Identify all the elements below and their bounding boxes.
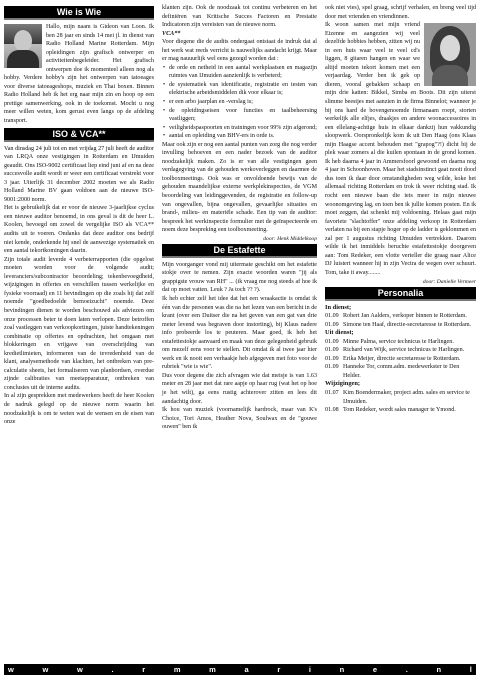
list-item: • de orde en netheid in een aantal werkplaatsen en magazijn ruimtes van IJmuiden aanzienlijk is verbeterd;: [162, 64, 317, 81]
list-item: [325, 363, 476, 380]
list-item: • veiligheidspaspoorten en trainingen voor 99% zijn afgerond;: [162, 124, 317, 133]
estafette-paragraph-4: Ik hou van muziek (voornamelijk hardrock, maar van K's Choice, Tori Amos, Heather Nova, Soulwax en de "gouwe ouwen" ben ik: [162, 407, 317, 431]
iso-paragraph-1: Van dinsdag 24 juli tot en met vrijdag 27 juli heeft de auditor van LRQA onze vestigingen in Rotterdam en IJmuiden geaudit. Ons ISO-9002 certificaat liep eind juni af en na deze succesvolle audit wordt er weer een certificaat verstrekt voor 3 jaar. Uiterlijk 31 december 2002 moeten we als Radio Holland Marine BV gaan voldoen aan de nieuwe ISO-9001:2000 norm.: [4, 145, 154, 203]
footer-letter: .: [405, 665, 408, 674]
footer-letter: w: [77, 665, 83, 674]
footer-letter: l: [469, 665, 472, 674]
list-item: • de opleidingseisen voor functies en taalbeheersing vastliggen;: [162, 107, 317, 124]
list-item: [325, 389, 476, 406]
entry: Erika Meijer, directie secretaresse te Rotterdam.: [343, 355, 461, 362]
footer-letter: r: [142, 665, 146, 674]
footer-letter: w: [42, 665, 49, 674]
footer-letter: n: [339, 665, 345, 674]
column-right: [325, 4, 476, 415]
footer-letter: r: [277, 665, 281, 674]
iso-paragraph-3: Zijn totale audit leverde 4 verbeterrapporten (die opgelost moeten worden voor de volgende audit; leveranciers/subcontractor beoordeling; tekenbevoegdheid, wijzigingen in offertes en verschillen tussen werkelijke en fysieke voorraad) en 11 bevindingen op die zoals hij dat zelf noemde "goedbedoelde bemoeizucht" noemde. Deze bevindingen dienen te worden beschouwd als adviezen om onze processen beter te doen laten verlopen. Deze betroffen zoal vastleggen van verkoopkortingen, juiste handtekeningen combinatie op offertes en opdrachten, het omgaan met blokkeringen en vrijgave van overschrijding van kredietlimieten, informeren van de tevredenheid van de klant, analysemethode van klachten, het ontbreken van pre-calculatie sheets, het formaliseren van planbordsen, overdue zijnde calibraties van meetapparatuur, ontbreken van conclusies uit de interne audits.: [4, 256, 154, 391]
date: 01.09: [325, 347, 339, 354]
wijzigingen-heading: Wijzigingen;: [325, 380, 361, 388]
portrait-photo-danielle: [424, 23, 476, 86]
vca-intro: Voor diegene die de audits ondergaat ontstaat de indruk dat al het werk wat reeds verricht is nauwelijks aandacht krijgt. Maar er mag nauuurlijk wel eens gezegd worden dat :: [162, 39, 317, 63]
vca-subheading: VCA**: [162, 30, 181, 37]
iso-continuation: klanten zijn. Ook de noodzaak tot continu verbeteren en het definiëren van Kritische Succes Factoren en Prestatie Indicatoren zijn vereisten van de nieuwe norm.: [162, 5, 317, 29]
section-header-estafette: De Estafette: [162, 244, 317, 258]
section-header-wie-is-wie: Wie is Wie: [4, 6, 154, 20]
list-item: [325, 355, 476, 364]
column-left: [4, 4, 154, 427]
list-item: [325, 406, 476, 415]
list-item: [325, 321, 476, 330]
list-item: [325, 312, 476, 321]
date: 01.09: [325, 338, 339, 345]
entry: Simone ten Haaf, directie-secretaresse te Rotterdam.: [343, 321, 472, 328]
author-credit-henk: door: Henk Middelkoop: [263, 235, 317, 242]
author-credit-danielle: door: Danielle Vermeer: [422, 278, 476, 285]
footer-letter: i: [308, 665, 311, 674]
list-item: [325, 346, 476, 355]
list-item: • aantal en opleiding van BHV-ers in orde is.: [162, 132, 317, 141]
footer-website-bar: [4, 664, 476, 675]
portrait-photo-gideon: [4, 24, 42, 68]
date: 01.09: [325, 355, 339, 362]
section-header-personalia: Personalia: [325, 287, 476, 301]
vca-paragraph-2: Maar ook zijn er nog een aantal punten van zorg die nog verder invulling behoeven en een nader bezoek van de auditor noodzakelijk maken. Zo is er van alle vestigingen geen verdagegving van de gehouden werkoverleggen en daarmee de toolboxmeetings. Ook was er onvoldoende bewijs van de gehouden maandelijkse externe werkplekinspecties, de VGM beoordeling van leidinggevenden, de registratie en follow-up van ongevallen, bijna ongevallen, gevaarlijke situaties en brand-, milieu- en materiële schade. Een tip van de auditor: bespreek het werkinspectie formulier met de geïnspecteerde en noem deze bespreking een toolboxmeeting.: [162, 141, 317, 234]
list-item: [325, 338, 476, 347]
date: 01.09: [325, 321, 339, 328]
wie-is-wie-text: Hallo, mijn naam is Gideon van Loon. Ik ben 28 jaar en sinds 14 mei jl. in dienst van Radio Holland Marine Rotterdam. Mijn opleidingen zijn grafisch ontwerper en activiteitenbegeleider. Het grafisch ontwerpen doe ik momenteel alleen nog als hobby. Verdere hobby's zijn het ontwerpen van tatoeages voor diverse tatoeageshops, muziek en Thai boxen. Binnen Radio Holland heb ik het erg naar mijn zin en hoop op een prettige samenwerking, ook in de toekomst. Mocht u nog meer willen weten, kom gerust even langs op de afdeling transport.: [4, 24, 154, 125]
vca-bullet-list: [162, 64, 317, 141]
estafette-continuation: ook niet vies), spel graag, schrijf verhalen, en breng veel tijd door met vrienden en vriendinnen.: [325, 5, 476, 20]
footer-letter: .: [111, 665, 114, 674]
footer-letter: w: [8, 665, 14, 674]
estafette-paragraph-3: Dus voor degene die zich afvragen wie dat meisje is van 1.63 meter en 28 jaar met dat rare aapje op haar rug (wat het op hoe je het wilt), ga eens rustig achterover zitten en lees dit aandachtig door.: [162, 372, 317, 405]
date: 01.08: [325, 407, 339, 414]
list-item: • er een arbo jaarplan en -verslag is;: [162, 98, 317, 107]
entry: Robert Jan Aalders, verkoper binnen te Rotterdam.: [343, 313, 467, 320]
entry: Minne Palma, service technicus te Harlingen.: [343, 338, 454, 345]
date: 01.09: [325, 364, 339, 371]
list-item: • de systematiek van identificatie, registratie en testen van elektrische arbeidsmiddelen dik voor elkaar is;: [162, 81, 317, 98]
uit-dienst-heading: Uit dienst;: [325, 329, 354, 337]
date: 01.09: [325, 313, 339, 320]
footer-letter: m: [173, 665, 181, 674]
estafette-paragraph-5-text: Ik woon samen met mijn vriend Eizenne en aangezien wij veel dezelfde hobbies hebben, zitten wij nu in een huis waar veel te veel cd's liggen, 8 gitaren hangen en waar we altijd moeten tekort komen met een verjaardag. Verder ben ik gek op dieren, vooral gebakken schaap en mijn drie katten: Bikkel, Simba en Boots. Dit zijn uiterst slimme beestjes met aanzien in de firma Binnelot; wanneer je bij ons hard de bovengenoemde firmanaam roept, storten werkelijk alle elfjes, draakjes en andere woonaccessoires in een ellelang-achtige huis in elkaar dankzij hun vakkundig sloopwerk. Oorspronkelijk kom ik uit Den Haag (ons Klaas mijn Haagse accent behouden met "grapog"?!) dicht bij de plek waar zomers al die kuilen spontaan in de grond komen. Ik heb daarna 4 jaar in Ammersfoorl gewoond en daarna nog 4 jaar in Schoonhoven. Maar het stadsinstinct gaat nooit dood dus toen ik daar door omstandigheden weg wilde, koke het allemaal richting Rotterdam en trok ik weer richting stad. Ik rocht een nieuwe baan die iets meer in mijn nieuwe woonomgeving lag, en toen ben ik jullie komen posten. En ik moet zeggen, dat schenkt mij voldoening. Helaas gaat mijn favoriete "slachtoffer" onze afdeling verkoop in Rotterdam verlaten na bij een stapje hoger op de ladder is geklommen en zal per 1 augustus richting IJmuiden vertrekken. Daarom wilde ik het inmiddels beruchte estafettestokje doorgeven aan: Tom Redeker, een vlotte verteller die graag naar Alice DJ luistert wanneer hij in zijn Vectra de wegen over schuurt. Tom, take it away........: [325, 22, 476, 276]
estafette-paragraph-5: [325, 21, 476, 277]
entry: Tom Redeker, wordt sales manager te Ymond.: [343, 407, 456, 414]
date: 01.07: [325, 389, 339, 396]
in-dienst-heading: In dienst;: [325, 303, 352, 311]
iso-paragraph-2: Het is gebruikelijk dat er voor de nieuwe 3-jaarlijkse cyclus een nieuwe auditor benoemd, in ons geval is dit de heer L. Koolen, bevoegd om zowel de vergelijke ISO als VCA** audits uit te voeren. Ondanks dat deze auditor ons bedrijf niet kende, onderkende hij snel de aanwezige systematiek en een aantal tekortkomingen daarin.: [4, 205, 154, 255]
estafette-paragraph-1: Mijn voorganger vond mij uitermate geschikt om het estafette stokje over te nemen. Zijn exacte woorden waren "jij als grappigste vrouw van RH" ... (ik vraag me nog steeds af hoe ik dat op moet vatten. Leuk ? Ja toch ?? ?).: [162, 261, 317, 294]
footer-letter: n: [436, 665, 442, 674]
entry: Hanneke Tor, comm.adm. medewerkster te Den Helder.: [343, 364, 460, 379]
footer-letter: a: [244, 665, 249, 674]
section-header-iso-vca: ISO & VCA**: [4, 128, 154, 142]
entry: Richard van Wijk, service technicus te Harlingen.: [343, 347, 465, 354]
footer-letter: e: [372, 665, 378, 674]
estafette-paragraph-2: Ik heb echter zelf het idee dat het een wraakactie is omdat ik één van die personen was die na het lezen van een bericht in de krant (over een Duitser die na het geven van een gat van drie meter levend was begraven door instorting), bij Klaus nadere info probeerde los te peuteren. Maar goed, ik heb het estafettestokje aanvaard en maak van deze gelegenheid gebruik om mezelf eens voor te stellen. Dit omdat ik al twee jaar hier werk en ik nooit een verhaakje heb afgegeven met foto voor de rubriek "wie is wie".: [162, 295, 317, 371]
entry: Kim Boendermaker, project adm. sales en service te IJmuiden.: [343, 389, 470, 405]
iso-paragraph-4: In al zijn gesprekken met medewerkers heeft de heer Koolen de nadruk gelegd op de nieuwe norm waarin het noodzakelijk is om te weten wat de wensen en de eisen van onze: [4, 393, 154, 426]
column-middle: [162, 4, 317, 432]
footer-letter: m: [209, 665, 216, 674]
